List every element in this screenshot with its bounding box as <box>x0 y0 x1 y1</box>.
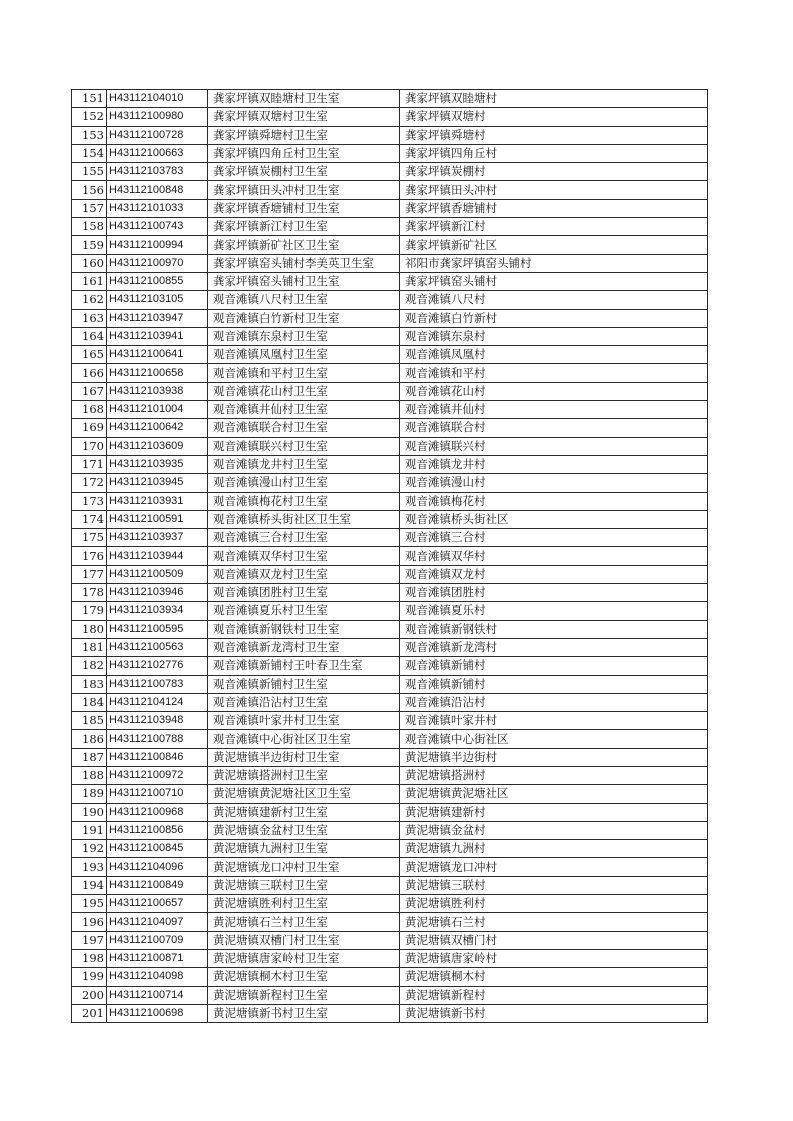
row-number-cell: 174 <box>72 510 107 528</box>
clinic-name-cell: 黄泥塘镇胜利村卫生室 <box>208 895 400 913</box>
row-number-cell: 201 <box>72 1004 107 1022</box>
clinic-name-cell: 龚家坪镇香塘铺村卫生室 <box>208 199 400 217</box>
clinic-location-cell: 观音滩镇联兴村 <box>400 437 708 455</box>
clinic-location-cell: 黄泥塘镇胜利村 <box>400 895 708 913</box>
clinic-table-body <box>72 90 708 1023</box>
clinic-location-cell: 观音滩镇龙井村 <box>400 455 708 473</box>
table-row <box>72 986 708 1004</box>
row-number-cell: 200 <box>72 986 107 1004</box>
institution-code-cell: H43112103945 <box>107 474 208 492</box>
institution-code-cell: H43112103948 <box>107 712 208 730</box>
row-number-cell: 177 <box>72 565 107 583</box>
row-number-cell: 176 <box>72 547 107 565</box>
row-number-cell: 193 <box>72 858 107 876</box>
institution-code-cell: H43112100845 <box>107 840 208 858</box>
table-row <box>72 895 708 913</box>
table-row <box>72 1004 708 1022</box>
table-row <box>72 455 708 473</box>
table-row <box>72 364 708 382</box>
clinic-name-cell: 龚家坪镇双塘村卫生室 <box>208 108 400 126</box>
institution-code-cell: H43112100871 <box>107 949 208 967</box>
institution-code-cell: H43112103105 <box>107 291 208 309</box>
row-number-cell: 151 <box>72 90 107 108</box>
clinic-name-cell: 观音滩镇三合村卫生室 <box>208 529 400 547</box>
clinic-location-cell: 黄泥塘镇唐家岭村 <box>400 949 708 967</box>
clinic-name-cell: 观音滩镇团胜村卫生室 <box>208 584 400 602</box>
table-row <box>72 876 708 894</box>
clinic-location-cell: 黄泥塘镇半边街村 <box>400 748 708 766</box>
clinic-location-cell: 龚家坪镇双塘村 <box>400 108 708 126</box>
table-row <box>72 474 708 492</box>
clinic-name-cell: 观音滩镇联合村卫生室 <box>208 419 400 437</box>
row-number-cell: 199 <box>72 968 107 986</box>
table-row <box>72 730 708 748</box>
clinic-name-cell: 观音滩镇中心街社区卫生室 <box>208 730 400 748</box>
institution-code-cell: H43112104098 <box>107 968 208 986</box>
institution-code-cell: H43112100591 <box>107 510 208 528</box>
clinic-location-cell: 观音滩镇夏乐村 <box>400 602 708 620</box>
table-row <box>72 602 708 620</box>
row-number-cell: 187 <box>72 748 107 766</box>
table-row <box>72 382 708 400</box>
row-number-cell: 152 <box>72 108 107 126</box>
clinic-location-cell: 观音滩镇漫山村 <box>400 474 708 492</box>
institution-code-cell: H43112100849 <box>107 876 208 894</box>
table-row <box>72 492 708 510</box>
clinic-location-cell: 观音滩镇双华村 <box>400 547 708 565</box>
clinic-location-cell: 黄泥塘镇建新村 <box>400 803 708 821</box>
clinic-location-cell: 黄泥塘镇搭洲村 <box>400 766 708 784</box>
row-number-cell: 166 <box>72 364 107 382</box>
clinic-location-cell: 黄泥塘镇金盆村 <box>400 821 708 839</box>
clinic-name-cell: 黄泥塘镇龙口冲村卫生室 <box>208 858 400 876</box>
clinic-location-cell: 龚家坪镇炭棚村 <box>400 163 708 181</box>
row-number-cell: 183 <box>72 675 107 693</box>
institution-code-cell: H43112100855 <box>107 272 208 290</box>
institution-code-cell: H43112100642 <box>107 419 208 437</box>
institution-code-cell: H43112100641 <box>107 346 208 364</box>
clinic-name-cell: 龚家坪镇窑头铺村卫生室 <box>208 272 400 290</box>
clinic-name-cell: 黄泥塘镇唐家岭村卫生室 <box>208 949 400 967</box>
institution-code-cell: H43112103609 <box>107 437 208 455</box>
institution-code-cell: H43112103935 <box>107 455 208 473</box>
institution-code-cell: H43112104097 <box>107 913 208 931</box>
table-row <box>72 327 708 345</box>
clinic-name-cell: 观音滩镇白竹新村卫生室 <box>208 309 400 327</box>
clinic-location-cell: 黄泥塘镇龙口冲村 <box>400 858 708 876</box>
clinic-table <box>71 89 708 1023</box>
row-number-cell: 170 <box>72 437 107 455</box>
table-row <box>72 163 708 181</box>
clinic-location-cell: 观音滩镇花山村 <box>400 382 708 400</box>
clinic-name-cell: 观音滩镇东泉村卫生室 <box>208 327 400 345</box>
row-number-cell: 160 <box>72 254 107 272</box>
row-number-cell: 173 <box>72 492 107 510</box>
clinic-name-cell: 观音滩镇双华村卫生室 <box>208 547 400 565</box>
clinic-name-cell: 观音滩镇漫山村卫生室 <box>208 474 400 492</box>
row-number-cell: 155 <box>72 163 107 181</box>
row-number-cell: 198 <box>72 949 107 967</box>
clinic-location-cell: 观音滩镇梅花村 <box>400 492 708 510</box>
clinic-location-cell: 观音滩镇凤凰村 <box>400 346 708 364</box>
table-row <box>72 236 708 254</box>
table-row <box>72 766 708 784</box>
institution-code-cell: H43112103934 <box>107 602 208 620</box>
table-row <box>72 657 708 675</box>
clinic-location-cell: 观音滩镇和平村 <box>400 364 708 382</box>
table-row <box>72 199 708 217</box>
clinic-name-cell: 观音滩镇新铺村王叶春卫生室 <box>208 657 400 675</box>
institution-code-cell: H43112103947 <box>107 309 208 327</box>
clinic-name-cell: 观音滩镇夏乐村卫生室 <box>208 602 400 620</box>
table-row <box>72 931 708 949</box>
clinic-location-cell: 龚家坪镇双睦塘村 <box>400 90 708 108</box>
institution-code-cell: H43112100788 <box>107 730 208 748</box>
clinic-name-cell: 龚家坪镇田头冲村卫生室 <box>208 181 400 199</box>
clinic-name-cell: 黄泥塘镇双槽门村卫生室 <box>208 931 400 949</box>
institution-code-cell: H43112100846 <box>107 748 208 766</box>
row-number-cell: 184 <box>72 693 107 711</box>
institution-code-cell: H43112103946 <box>107 584 208 602</box>
institution-code-cell: H43112104010 <box>107 90 208 108</box>
clinic-location-cell: 观音滩镇中心街社区 <box>400 730 708 748</box>
institution-code-cell: H43112100783 <box>107 675 208 693</box>
table-row <box>72 584 708 602</box>
clinic-location-cell: 龚家坪镇舜塘村 <box>400 126 708 144</box>
table-row <box>72 218 708 236</box>
table-row <box>72 437 708 455</box>
table-row <box>72 510 708 528</box>
row-number-cell: 192 <box>72 840 107 858</box>
row-number-cell: 164 <box>72 327 107 345</box>
table-row <box>72 748 708 766</box>
clinic-name-cell: 黄泥塘镇建新村卫生室 <box>208 803 400 821</box>
institution-code-cell: H43112101033 <box>107 199 208 217</box>
clinic-name-cell: 观音滩镇龙井村卫生室 <box>208 455 400 473</box>
clinic-name-cell: 观音滩镇联兴村卫生室 <box>208 437 400 455</box>
clinic-location-cell: 龚家坪镇新江村 <box>400 218 708 236</box>
row-number-cell: 178 <box>72 584 107 602</box>
table-row <box>72 309 708 327</box>
clinic-location-cell: 龚家坪镇四角丘村 <box>400 144 708 162</box>
institution-code-cell: H43112100980 <box>107 108 208 126</box>
row-number-cell: 179 <box>72 602 107 620</box>
row-number-cell: 180 <box>72 620 107 638</box>
clinic-location-cell: 黄泥塘镇双槽门村 <box>400 931 708 949</box>
table-row <box>72 968 708 986</box>
table-row <box>72 144 708 162</box>
table-row <box>72 108 708 126</box>
table-row <box>72 181 708 199</box>
clinic-location-cell: 观音滩镇新铺村 <box>400 675 708 693</box>
table-row <box>72 840 708 858</box>
clinic-name-cell: 黄泥塘镇九洲村卫生室 <box>208 840 400 858</box>
clinic-name-cell: 黄泥塘镇三联村卫生室 <box>208 876 400 894</box>
table-row <box>72 547 708 565</box>
table-row <box>72 785 708 803</box>
row-number-cell: 185 <box>72 712 107 730</box>
clinic-location-cell: 龚家坪镇窑头铺村 <box>400 272 708 290</box>
institution-code-cell: H43112100848 <box>107 181 208 199</box>
institution-code-cell: H43112100994 <box>107 236 208 254</box>
clinic-location-cell: 黄泥塘镇黄泥塘社区 <box>400 785 708 803</box>
clinic-name-cell: 龚家坪镇新江村卫生室 <box>208 218 400 236</box>
institution-code-cell: H43112100970 <box>107 254 208 272</box>
institution-code-cell: H43112103937 <box>107 529 208 547</box>
clinic-location-cell: 观音滩镇白竹新村 <box>400 309 708 327</box>
table-row <box>72 254 708 272</box>
institution-code-cell: H43112100714 <box>107 986 208 1004</box>
table-row <box>72 419 708 437</box>
institution-code-cell: H43112100657 <box>107 895 208 913</box>
table-row <box>72 913 708 931</box>
row-number-cell: 165 <box>72 346 107 364</box>
table-row <box>72 821 708 839</box>
clinic-name-cell: 观音滩镇凤凰村卫生室 <box>208 346 400 364</box>
clinic-name-cell: 黄泥塘镇半边街村卫生室 <box>208 748 400 766</box>
institution-code-cell: H43112100710 <box>107 785 208 803</box>
clinic-location-cell: 观音滩镇团胜村 <box>400 584 708 602</box>
institution-code-cell: H43112104124 <box>107 693 208 711</box>
clinic-location-cell: 黄泥塘镇新程村 <box>400 986 708 1004</box>
clinic-location-cell: 观音滩镇八尺村 <box>400 291 708 309</box>
clinic-location-cell: 祁阳市龚家坪镇窑头铺村 <box>400 254 708 272</box>
row-number-cell: 194 <box>72 876 107 894</box>
table-row <box>72 949 708 967</box>
clinic-name-cell: 黄泥塘镇黄泥塘社区卫生室 <box>208 785 400 803</box>
clinic-location-cell: 观音滩镇叶家井村 <box>400 712 708 730</box>
institution-code-cell: H43112103944 <box>107 547 208 565</box>
clinic-name-cell: 观音滩镇新钢铁村卫生室 <box>208 620 400 638</box>
institution-code-cell: H43112101004 <box>107 401 208 419</box>
clinic-name-cell: 观音滩镇花山村卫生室 <box>208 382 400 400</box>
clinic-name-cell: 观音滩镇沿沾村卫生室 <box>208 693 400 711</box>
institution-code-cell: H43112100968 <box>107 803 208 821</box>
institution-code-cell: H43112103931 <box>107 492 208 510</box>
institution-code-cell: H43112100709 <box>107 931 208 949</box>
row-number-cell: 196 <box>72 913 107 931</box>
row-number-cell: 181 <box>72 638 107 656</box>
row-number-cell: 197 <box>72 931 107 949</box>
institution-code-cell: H43112100728 <box>107 126 208 144</box>
row-number-cell: 190 <box>72 803 107 821</box>
institution-code-cell: H43112103783 <box>107 163 208 181</box>
clinic-location-cell: 黄泥塘镇九洲村 <box>400 840 708 858</box>
clinic-name-cell: 黄泥塘镇石兰村卫生室 <box>208 913 400 931</box>
row-number-cell: 156 <box>72 181 107 199</box>
table-row <box>72 401 708 419</box>
clinic-name-cell: 观音滩镇井仙村卫生室 <box>208 401 400 419</box>
clinic-location-cell: 观音滩镇新钢铁村 <box>400 620 708 638</box>
table-row <box>72 675 708 693</box>
table-row <box>72 291 708 309</box>
institution-code-cell: H43112102776 <box>107 657 208 675</box>
institution-code-cell: H43112104096 <box>107 858 208 876</box>
clinic-location-cell: 观音滩镇沿沾村 <box>400 693 708 711</box>
row-number-cell: 195 <box>72 895 107 913</box>
institution-code-cell: H43112100856 <box>107 821 208 839</box>
table-row <box>72 126 708 144</box>
row-number-cell: 168 <box>72 401 107 419</box>
institution-code-cell: H43112100698 <box>107 1004 208 1022</box>
row-number-cell: 175 <box>72 529 107 547</box>
row-number-cell: 162 <box>72 291 107 309</box>
clinic-name-cell: 龚家坪镇四角丘村卫生室 <box>208 144 400 162</box>
clinic-name-cell: 黄泥塘镇新书村卫生室 <box>208 1004 400 1022</box>
institution-code-cell: H43112100658 <box>107 364 208 382</box>
institution-code-cell: H43112100595 <box>107 620 208 638</box>
clinic-name-cell: 龚家坪镇窑头铺村李美英卫生室 <box>208 254 400 272</box>
table-row <box>72 529 708 547</box>
table-row <box>72 803 708 821</box>
clinic-location-cell: 观音滩镇新龙湾村 <box>400 638 708 656</box>
clinic-location-cell: 龚家坪镇香塘铺村 <box>400 199 708 217</box>
row-number-cell: 182 <box>72 657 107 675</box>
clinic-name-cell: 观音滩镇和平村卫生室 <box>208 364 400 382</box>
clinic-location-cell: 龚家坪镇田头冲村 <box>400 181 708 199</box>
institution-code-cell: H43112100663 <box>107 144 208 162</box>
row-number-cell: 163 <box>72 309 107 327</box>
institution-code-cell: H43112100563 <box>107 638 208 656</box>
table-row <box>72 272 708 290</box>
clinic-name-cell: 龚家坪镇双睦塘村卫生室 <box>208 90 400 108</box>
row-number-cell: 159 <box>72 236 107 254</box>
table-row <box>72 90 708 108</box>
clinic-location-cell: 观音滩镇新铺村 <box>400 657 708 675</box>
row-number-cell: 154 <box>72 144 107 162</box>
institution-code-cell: H43112103941 <box>107 327 208 345</box>
table-row <box>72 565 708 583</box>
row-number-cell: 188 <box>72 766 107 784</box>
clinic-name-cell: 龚家坪镇新矿社区卫生室 <box>208 236 400 254</box>
row-number-cell: 153 <box>72 126 107 144</box>
clinic-location-cell: 观音滩镇桥头街社区 <box>400 510 708 528</box>
institution-code-cell: H43112100972 <box>107 766 208 784</box>
clinic-name-cell: 观音滩镇双龙村卫生室 <box>208 565 400 583</box>
clinic-location-cell: 观音滩镇双龙村 <box>400 565 708 583</box>
institution-code-cell: H43112100743 <box>107 218 208 236</box>
clinic-location-cell: 黄泥塘镇新书村 <box>400 1004 708 1022</box>
row-number-cell: 167 <box>72 382 107 400</box>
clinic-name-cell: 观音滩镇梅花村卫生室 <box>208 492 400 510</box>
clinic-name-cell: 观音滩镇新铺村卫生室 <box>208 675 400 693</box>
institution-code-cell: H43112103938 <box>107 382 208 400</box>
table-row <box>72 693 708 711</box>
clinic-location-cell: 观音滩镇东泉村 <box>400 327 708 345</box>
table-row <box>72 858 708 876</box>
clinic-name-cell: 龚家坪镇舜塘村卫生室 <box>208 126 400 144</box>
institution-code-cell: H43112100509 <box>107 565 208 583</box>
clinic-name-cell: 黄泥塘镇桐木村卫生室 <box>208 968 400 986</box>
clinic-location-cell: 黄泥塘镇三联村 <box>400 876 708 894</box>
table-row <box>72 712 708 730</box>
clinic-location-cell: 观音滩镇联合村 <box>400 419 708 437</box>
row-number-cell: 158 <box>72 218 107 236</box>
clinic-name-cell: 黄泥塘镇搭洲村卫生室 <box>208 766 400 784</box>
clinic-name-cell: 龚家坪镇炭棚村卫生室 <box>208 163 400 181</box>
row-number-cell: 169 <box>72 419 107 437</box>
row-number-cell: 191 <box>72 821 107 839</box>
table-row <box>72 346 708 364</box>
clinic-location-cell: 观音滩镇三合村 <box>400 529 708 547</box>
row-number-cell: 189 <box>72 785 107 803</box>
clinic-location-cell: 黄泥塘镇石兰村 <box>400 913 708 931</box>
row-number-cell: 157 <box>72 199 107 217</box>
row-number-cell: 186 <box>72 730 107 748</box>
clinic-name-cell: 观音滩镇新龙湾村卫生室 <box>208 638 400 656</box>
clinic-name-cell: 黄泥塘镇金盆村卫生室 <box>208 821 400 839</box>
clinic-location-cell: 黄泥塘镇桐木村 <box>400 968 708 986</box>
clinic-location-cell: 龚家坪镇新矿社区 <box>400 236 708 254</box>
table-row <box>72 620 708 638</box>
row-number-cell: 172 <box>72 474 107 492</box>
clinic-name-cell: 观音滩镇八尺村卫生室 <box>208 291 400 309</box>
table-row <box>72 638 708 656</box>
clinic-name-cell: 黄泥塘镇新程村卫生室 <box>208 986 400 1004</box>
row-number-cell: 171 <box>72 455 107 473</box>
clinic-name-cell: 观音滩镇叶家井村卫生室 <box>208 712 400 730</box>
clinic-location-cell: 观音滩镇井仙村 <box>400 401 708 419</box>
clinic-name-cell: 观音滩镇桥头街社区卫生室 <box>208 510 400 528</box>
row-number-cell: 161 <box>72 272 107 290</box>
